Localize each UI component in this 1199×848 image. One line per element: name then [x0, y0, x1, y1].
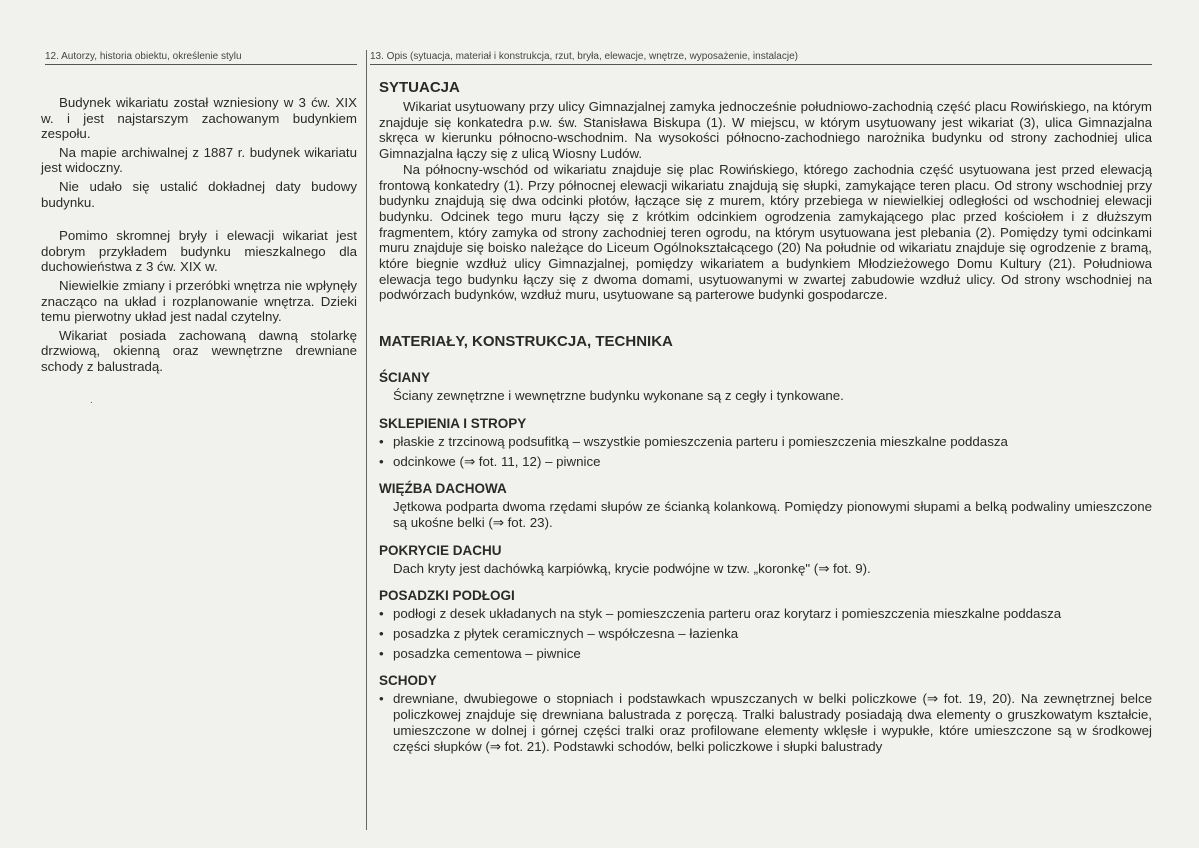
- list-item: • odcinkowe (⇒ fot. 11, 12) – piwnice: [379, 453, 601, 469]
- history-text: [41, 95, 357, 375]
- materials-title: MATERIAŁY, KONSTRUKCJA, TECHNIKA: [379, 333, 673, 351]
- list-item: • podłogi z desek układanych na styk – pomieszczenia parteru oraz korytarz i pomieszczenia mieszkalne poddasza: [379, 606, 1062, 622]
- bullet-icon: •: [379, 626, 384, 642]
- floors-list: [370, 606, 1152, 661]
- history-paragraph: Wikariat posiada zachowaną dawną stolarkę drzwiową, okienną oraz wewnętrzne drewniane schody z balustradą.: [41, 327, 357, 374]
- history-paragraph: Na mapie archiwalnej z 1887 r. budynek wikariatu jest widoczny.: [41, 144, 357, 176]
- history-paragraph: Niewielkie zmiany i przeróbki wnętrza nie wpłynęły znacząco na układ i rozplanowanie wnętrza. Dzieki temu pierwotny układ jest nadal czytelny.: [41, 277, 357, 325]
- right-column: [370, 50, 1152, 758]
- walls-text: Ściany zewnętrzne i wewnętrzne budynku wykonane są z cegły i tynkowane.: [393, 388, 844, 404]
- roof-title: POKRYCIE DACHU: [379, 542, 502, 558]
- list-item: • drewniane, dwubiegowe o stopniach i podstawkach wpuszczanych w belki policzkowe (⇒ fot. 19, 20). Na zewnętrznej belce policzkowej znajduje się drewniana balustrada z poręczą. Tralki balustrady posiadają dwa elementy o gruszkowatym kształcie, umieszczone w dolnej i górnej części tralki oraz profilowane elementy wklęsłe i wypukłe, które umieszczone są w środkowej części słupków (⇒ fot. 21). Podstawki schodów, belki policzkowe i słupki balustrady: [379, 691, 1152, 754]
- column-divider: [366, 50, 367, 830]
- vaults-title: SKLEPIENIA I STROPY: [379, 415, 527, 431]
- bullet-icon: •: [379, 606, 384, 622]
- situation-title: SYTUACJA: [379, 79, 460, 96]
- bullet-icon: •: [379, 645, 384, 661]
- left-section-header: 12. Autorzy, historia obiektu, określenie stylu: [45, 50, 357, 65]
- situation-paragraph: Na północny-wschód od wikariatu znajduje się plac Rowińskiego, którego zachodnia część usytuowana jest przed elewacją frontową konkatedry (1). Przy północnej elewacji wikariatu znajdują się słupki, zamykające teren placu. Od strony wschodniej przy budynku znajdują się dwa odcinki płotów, łączące się z murem, który przebiega w niewielkiej odległości od wschodniej elewacji budynku. Odcinek tego muru łączy się z krótkim odcinkiem ogrodzenia zamykającego plac przed kościołem i z dłuższym fragmentem, który zamyka od strony zachodniej teren ogrodu, na którym usytuowana jest plebania (2). Pomiędzy tymi odcinkami muru znajduje się boisko należące do Liceum Ogólnokształcącego (20) Na południe od wikariatu znajduje się ogrodzenie z bramą, które biegnie wzdłuż ulicy Gimnazjalnej, pomiędzy wikariatem a budynkiem Młodzieżowego Domu Kultury (21). Południowa elewacja tego budynku łączy się z dwoma domami, usytuowanymi w zwartej zabudowie wzdłuż ulicy. Od strony wschodniej na podwórzach budynków, wzdłuż muru, usytuowane są parterowe budynki gospodarcze.: [379, 161, 1152, 303]
- situation-paragraph: Wikariat usytuowany przy ulicy Gimnazjalnej zamyka jednocześnie południowo-zachodnią część placu Rowińskiego, na którym znajduje się konkatedra p.w. św. Stanisława Biskupa (1). W miejscu, w którym usytuowany jest wikariat (3), ulica Gimnazjalna skręca w kierunku północno-wschodnim. Na wysokości północno-zachodniego narożnika budynku od strony zachodniej ulica Gimnazjalna łączy się z ulicą Wiosny Ludów.: [379, 99, 1152, 162]
- bullet-icon: •: [379, 433, 384, 449]
- situation-text: [379, 99, 1152, 303]
- list-item: • posadzka cementowa – piwnice: [379, 645, 581, 661]
- floors-title: POSADZKI PODŁOGI: [379, 588, 515, 604]
- right-section-header: 13. Opis (sytuacja, materiał i konstrukcja, rzut, bryła, elewacje, wnętrze, wyposażenie, instalacje): [370, 50, 1152, 65]
- stairs-title: SCHODY: [379, 673, 437, 689]
- bullet-icon: •: [379, 691, 384, 707]
- stairs-list: [370, 691, 1152, 754]
- truss-text: Jętkowa podparta dwoma rzędami słupów ze ścianką kolankową. Pomiędzy pionowymi słupami a belką podwaliny umieszczone są ukośne belki (⇒ fot. 23).: [393, 499, 1152, 530]
- left-column: [41, 50, 357, 378]
- walls-title: ŚCIANY: [379, 370, 431, 386]
- list-item: • posadzka z płytek ceramicznych – współczesna – łazienka: [379, 626, 739, 642]
- bullet-icon: •: [379, 453, 384, 469]
- vaults-list: [370, 434, 1152, 469]
- history-paragraph: Budynek wikariatu został wzniesiony w 3 ćw. XIX w. i jest najstarszym zachowanym budynkiem zespołu.: [41, 95, 357, 142]
- stray-dot: .: [90, 395, 93, 406]
- truss-title: WIĘŹBA DACHOWA: [379, 481, 507, 497]
- history-paragraph: Nie udało się ustalić dokładnej daty budowy budynku.: [41, 178, 357, 210]
- history-paragraph: Pomimo skromnej bryły i elewacji wikariat jest dobrym przykładem budynku mieszkalnego dla duchowieństwa z 3 ćw. XIX w.: [41, 228, 357, 275]
- list-item: • płaskie z trzcinową podsufitką – wszystkie pomieszczenia parteru i pomieszczenia mieszkalne poddasza: [379, 433, 1008, 449]
- roof-text: Dach kryty jest dachówką karpiówką, krycie podwójne w tzw. „koronkę" (⇒ fot. 9).: [393, 560, 871, 576]
